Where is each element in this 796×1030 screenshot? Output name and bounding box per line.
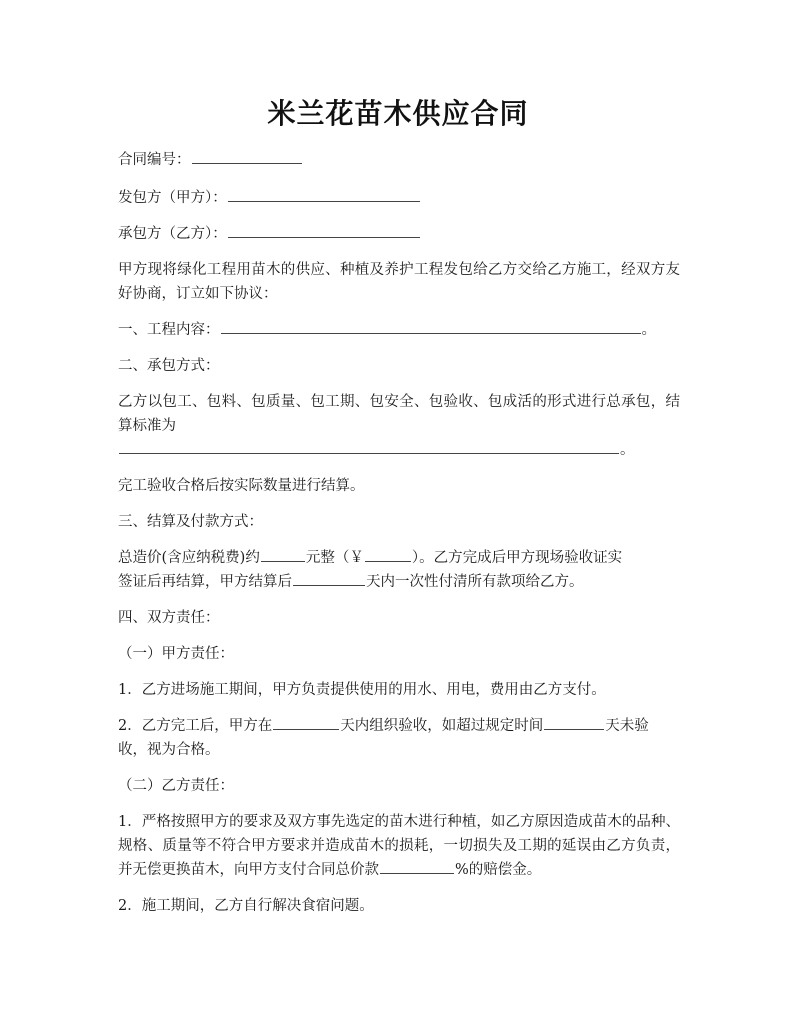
- section-2-end: 。: [620, 442, 635, 458]
- duty-2-text-c: 天未验: [605, 718, 649, 734]
- work-content-blank[interactable]: [221, 319, 641, 334]
- section-2-text: 乙方以包工、包料、包质量、包工期、包安全、包验收、包成活的形式进行总承包，结算标准为: [118, 394, 680, 434]
- section-1-label: 一、工程内容：: [118, 322, 220, 338]
- payment-days-blank[interactable]: [293, 571, 365, 586]
- section-2-heading: 二、承包方式：: [118, 358, 220, 374]
- party-b-duties-heading: （二）乙方责任：: [118, 778, 234, 794]
- party-a-line: [118, 186, 421, 210]
- overdue-days-blank[interactable]: [544, 715, 604, 730]
- section-2-body: [118, 390, 680, 462]
- settlement-text: 签证后再结算，甲方结算后: [118, 574, 292, 590]
- section-4-heading: 四、双方责任：: [118, 610, 220, 626]
- compensation-percent-blank[interactable]: [380, 859, 454, 874]
- party-b-label: 承包方（乙方）：: [118, 226, 227, 242]
- rmb-amount-blank[interactable]: [365, 547, 411, 562]
- duty-2-text-a: 2．乙方完工后，甲方在: [118, 718, 273, 734]
- section-2-note: 完工验收合格后按实际数量进行结算。: [118, 478, 365, 494]
- section-1-end: 。: [641, 322, 656, 338]
- contract-number-label: 合同编号：: [118, 152, 191, 168]
- party-b-duty-1-text: 1．严格按照甲方的要求及双方事先选定的苗木进行种植，如乙方原因造成苗木的品种、规格、质量等不符合甲方要求并造成苗木的损耗，一切损失及工期的延误由乙方负责，并无偿更换苗木，向甲方支付合同总价款: [118, 814, 680, 878]
- party-a-label: 发包方（甲方）：: [118, 190, 227, 206]
- acceptance-text: ）。乙方完成后甲方现场验收证实: [411, 550, 623, 566]
- duty-2-text-d: 收，视为合格。: [118, 742, 220, 758]
- total-price-blank[interactable]: [261, 547, 305, 562]
- party-b-line: [118, 222, 421, 246]
- party-b-duty-1-end: %的赔偿金。: [455, 862, 542, 878]
- party-a-duty-1: 1．乙方进场施工期间，甲方负责提供使用的用水、用电，费用由乙方支付。: [118, 682, 606, 698]
- party-a-duty-2: [118, 714, 680, 762]
- settlement-standard-blank[interactable]: [119, 439, 619, 454]
- total-price-text: 总造价(含应纳税费)约: [118, 550, 260, 566]
- document-title: 米兰花苗木供应合同: [267, 97, 529, 130]
- intro-paragraph: 甲方现将绿化工程用苗木的供应、种植及养护工程发包给乙方交给乙方施工，经双方友好协商，订立如下协议：: [118, 262, 680, 302]
- party-b-duty-2: 2．施工期间，乙方自行解决食宿问题。: [118, 898, 374, 914]
- inspection-days-blank[interactable]: [273, 715, 339, 730]
- party-a-duties-heading: （一）甲方责任：: [118, 646, 234, 662]
- duty-2-text-b: 天内组织验收，如超过规定时间: [340, 718, 544, 734]
- party-b-duty-1: [118, 810, 680, 882]
- payment-text: 天内一次性付清所有款项给乙方。: [366, 574, 584, 590]
- section-1-line: [118, 318, 656, 342]
- contract-number-line: [118, 148, 303, 172]
- yuan-text: 元整（￥: [305, 550, 364, 566]
- section-3-heading: 三、结算及付款方式：: [118, 514, 263, 530]
- section-3-body: [118, 546, 680, 594]
- party-a-blank[interactable]: [228, 187, 420, 202]
- contract-number-blank[interactable]: [192, 149, 302, 164]
- party-b-blank[interactable]: [228, 223, 420, 238]
